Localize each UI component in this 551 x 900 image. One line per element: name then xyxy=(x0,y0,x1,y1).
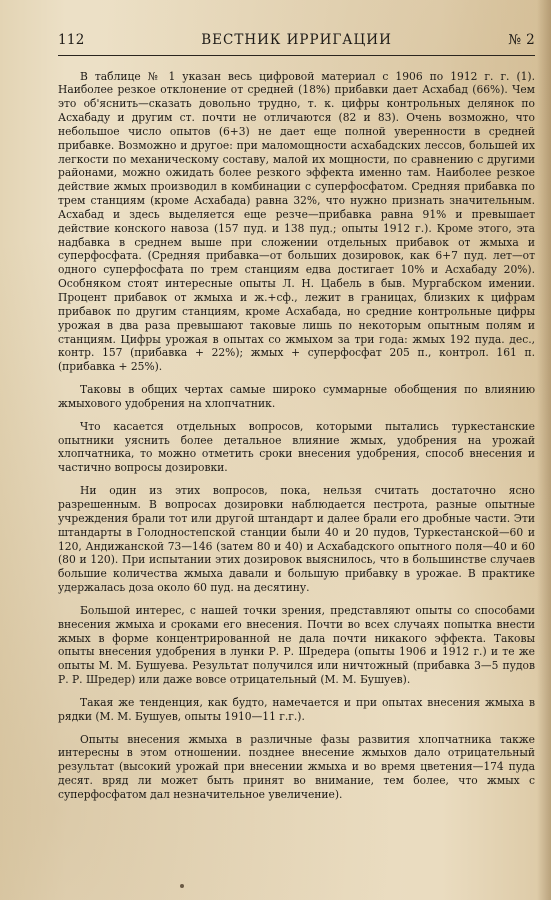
paragraph-application-methods: Большой интерес, с нашей точки зрения, представляют опыты со способами внесения жмыха и сроками его внесения. Почти во всех случаях попытка внести жмых в форме концентрированной не дала почти никакого эффекта. Таковы опыты внесения удобрения в лунки Р. Р. Шредера (опыты 1906 и 1912 г.) и те же опыты М. М. Бушуева. Результат получился или ничтожный (прибавка 3—5 пудов Р. Р. Шредер) или даже вовсе отрицательный (М. М. Бушуев). xyxy=(58,603,535,687)
running-header xyxy=(58,34,535,56)
paragraph-row-application: Такая же тенденция, как будто, намечается и при опытах внесения жмыха в рядки (М. М. Бушуев, опыты 1910—11 г.г.). xyxy=(58,695,535,723)
page-number: 112 xyxy=(58,32,85,48)
paragraph-general-conclusion: Таковы в общих чертах самые широко суммарные обобщения по влиянию жмыхового удобрения на хлопчатник. xyxy=(58,383,535,410)
page-edge-shadow xyxy=(537,0,551,900)
journal-title: ВЕСТНИК ИРРИГАЦИИ xyxy=(201,32,392,48)
paragraph-growth-phases: Опыты внесения жмыха в различные фазы развития хлопчатника также интересны в этом отношении. позднее внесение жмыхов дало отрицательный результат (высокий урожай при внесении жмыха и во время цветения—174 пуда десят. вряд ли может быть принят во внимание, тем более, что жмых с суперфосфатом дал незначительное увеличение). xyxy=(58,732,535,801)
paragraph-table-summary: В таблице № 1 указан весь цифровой материал с 1906 по 1912 г. г. (1). Наиболее резкое отклонение от средней (18%) прибавки дает Асхабад (66%). Чем это об'яснить—сказать довольно трудно, т. к. цифры контрольных делянок по Асхабаду и другим ст. почти не отличаются (82 и 83). Очень возможно, что небольшое число опытов (6+3) не дает еще полной уверенности в средней прибавке. Возможно и другое: при маломощности асхабадских лессов, большей их легкости по механическому составу, малой их мощности, по сравнению с другими районами, можно ожидать более резкого эффекта именно там. Наиболее резкое действие жмых производил в комбинации с суперфосфатом. Средняя прибавка по трем станциям (кроме Асхабада) равна 32%, что нужно признать значительным. Асхабад и здесь выделяется еще резче—прибавка равна 91% и превышает действие конского навоза (157 пуд. и 138 пуд.; опыты 1912 г.). Кроме этого, эта надбавка в среднем выше при сложении отдельных прибавок от жмыха и суперфосфата. (Средняя прибавка—от больших дозировок, как 6+7 пуд. лет—от одного суперфосфата по трем станциям едва достигает 10% и Асхабаду 20%). Особняком стоят интересные опыты Л. Н. Цабель в быв. Мургабском имении. Процент прибавок от жмыха и ж.+сф., лежит в границах, близких к цифрам прибавок по другим станциям, кроме Асхабада, но средние контрольные цифры урожая в два раза превышают таковые лишь по некоторым опытным полям и станциям. Цифры урожая в опытах со жмыхом за три года: жмых 192 пуда. дес., контр. 157 (прибавка + 22%); жмых + суперфосфат 205 п., контрол. 161 п. (прибавка + 25%). xyxy=(58,69,535,374)
print-speck xyxy=(180,884,184,888)
paragraph-dosage: Ни один из этих вопросов, пока, нельзя считать достаточно ясно разрешенным. В вопросах дозировки наблюдается пестрота, разные опытные учреждения брали тот или другой штандарт и далее брали его дробные части. Эти штандарты в Голодностепской станции были 40 и 20 пудов, Туркестанской—60 и 120, Андижанской 73—146 (затем 80 и 40) и Асхабадского опытного поля—40 и 60 (80 и 120). При испытании этих дозировок выяснилось, что в большинстве случаев большие количества жмыха давали и большую прибавку в урожае. В практике удержалась доза около 60 пуд. на десятину. xyxy=(58,484,535,595)
issue-number: № 2 xyxy=(508,32,535,48)
paragraph-separate-questions: Что касается отдельных вопросов, которыми пытались туркестанские опытники уяснить более детальное влияние жмых, удобрения на урожай хлопчатника, то можно отметить сроки внесения удобрения, способ внесения и частично вопросы дозировки. xyxy=(58,419,535,475)
article-body xyxy=(58,70,535,802)
